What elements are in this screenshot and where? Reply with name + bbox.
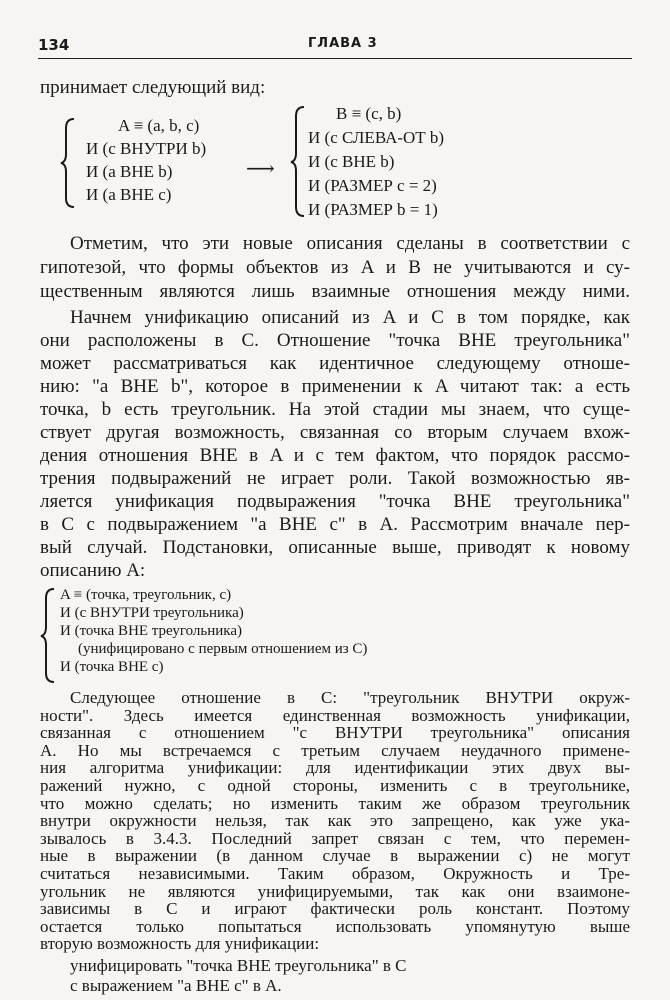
- final-expression-line: унифицировать "точка ВНЕ треугольника" в C: [70, 956, 407, 975]
- chapter-title: ГЛАВА 3: [308, 36, 378, 51]
- paragraph-line: ния алгоритма унификации: для идентификации этих двух вы-: [40, 758, 630, 778]
- paragraph-line: ствует другая возможность, связанная со вторым случаем вхож-: [40, 422, 630, 443]
- formula-small-line: A ≡ (точка, треугольник, c): [60, 587, 232, 603]
- paragraph-line: что можно сделать; но изменить таким же образом треугольник: [40, 793, 630, 813]
- paragraph-line: нию: "a ВНЕ b", которое в применении к A читают так: a есть: [40, 376, 630, 397]
- paragraph-line: считаться независимыми. Таким образом, Окружность и Тре-: [40, 864, 630, 883]
- paragraph-line: ные в выражении (в данном случае в выражении c) не могут: [40, 846, 630, 866]
- paragraph-line: вый случай. Подстановки, описанные выше, приводят к новому: [40, 537, 630, 558]
- formula-small-line: И (точка ВНЕ c): [60, 659, 164, 675]
- paragraph-line: связанная с отношением "c ВНУТРИ треугольника" описания: [40, 723, 630, 743]
- formula-left-line: A ≡ (a, b, c): [118, 116, 200, 135]
- right-brace-icon: [290, 106, 306, 218]
- paragraph-line: описанию A:: [40, 560, 146, 581]
- final-expression-line: с выражением "a ВНЕ c" в A.: [70, 976, 282, 995]
- paragraph-line: зывалось в 3.4.3. Последний запрет связан с тем, что перемен-: [40, 828, 630, 848]
- formula-small-line: И (точка ВНЕ треугольника): [60, 623, 243, 639]
- formula-left-line: И (a ВНЕ b): [86, 162, 173, 181]
- paragraph-line: A. Но мы встречаемся с третьим случаем неудачного примене-: [40, 740, 630, 760]
- paragraph-line: ности". Здесь имеется единственная возможность унификации,: [40, 705, 630, 725]
- formula-right-line: B ≡ (c, b): [336, 104, 402, 123]
- paragraph-line: гипотезой, что формы объектов из A и B не учитываются и су-: [40, 257, 630, 278]
- formula-right-line: И (РАЗМЕР b = 1): [308, 200, 438, 219]
- paragraph-line: ражений нужно, с одной стороны, изменить c в треугольнике,: [40, 776, 630, 795]
- small-brace-icon: [40, 588, 56, 684]
- paragraph-line: Отметим, что эти новые описания сделаны в соответствии с: [70, 233, 630, 254]
- formula-left-line: И (a ВНЕ c): [86, 185, 172, 204]
- paragraph-line: внутри окружности нельзя, так как это запрещено, как уже ука-: [40, 811, 630, 831]
- paragraph-line: остается только попытаться использовать упомянутую выше: [40, 916, 630, 936]
- paragraph-line: в C с подвыражением "a ВНЕ c" в A. Рассмотрим вначале пер-: [40, 514, 630, 535]
- paragraph-line: дения отношения ВНЕ в A и с тем фактом, что порядок рассмо-: [40, 445, 630, 466]
- page-header: [38, 36, 632, 59]
- paragraph-line: они расположены в C. Отношение "точка ВНЕ треугольника": [40, 330, 630, 351]
- intro-line: принимает следующий вид:: [40, 77, 266, 98]
- paragraph-line: Следующее отношение в C: "треугольник ВНУТРИ окруж-: [70, 688, 630, 707]
- paragraph-line: щественным являются лишь взаимные отношения между ними.: [40, 281, 630, 302]
- paragraph-line: вторую возможность для унификации:: [40, 934, 320, 954]
- paragraph-line: Начнем унификацию описаний из A и C в том порядке, как: [70, 307, 630, 328]
- formula-right-line: И (c ВНЕ b): [308, 152, 395, 171]
- paragraph-line: точка, b есть треугольник. На этой стадии мы знаем, что суще-: [40, 399, 630, 420]
- formula-small-line: (унифицировано с первым отношением из C): [78, 641, 368, 657]
- paragraph-line: ляется унификация подвыражения "точка ВНЕ треугольника": [40, 491, 630, 512]
- page-number: 134: [38, 36, 70, 54]
- paragraph-line: зависимы в C и играют фактически роль констант. Поэтому: [40, 899, 630, 919]
- paragraph-line: может рассматриваться как идентичное следующему отноше-: [40, 353, 630, 374]
- formula-small-line: И (c ВНУТРИ треугольника): [60, 605, 244, 621]
- paragraph-line: трения подвыражений не играет роли. Такой возможностью яв-: [40, 468, 630, 489]
- left-brace-icon: [60, 118, 76, 208]
- formula-right-line: И (c СЛЕВА-ОТ b): [308, 128, 445, 147]
- paragraph-line: угольник не являются унифицируемыми, так как они взаимоне-: [40, 881, 630, 901]
- formula-left-line: И (c ВНУТРИ b): [86, 139, 207, 158]
- formula-right-line: И (РАЗМЕР c = 2): [308, 176, 437, 195]
- arrow-icon: ⟶: [246, 158, 275, 180]
